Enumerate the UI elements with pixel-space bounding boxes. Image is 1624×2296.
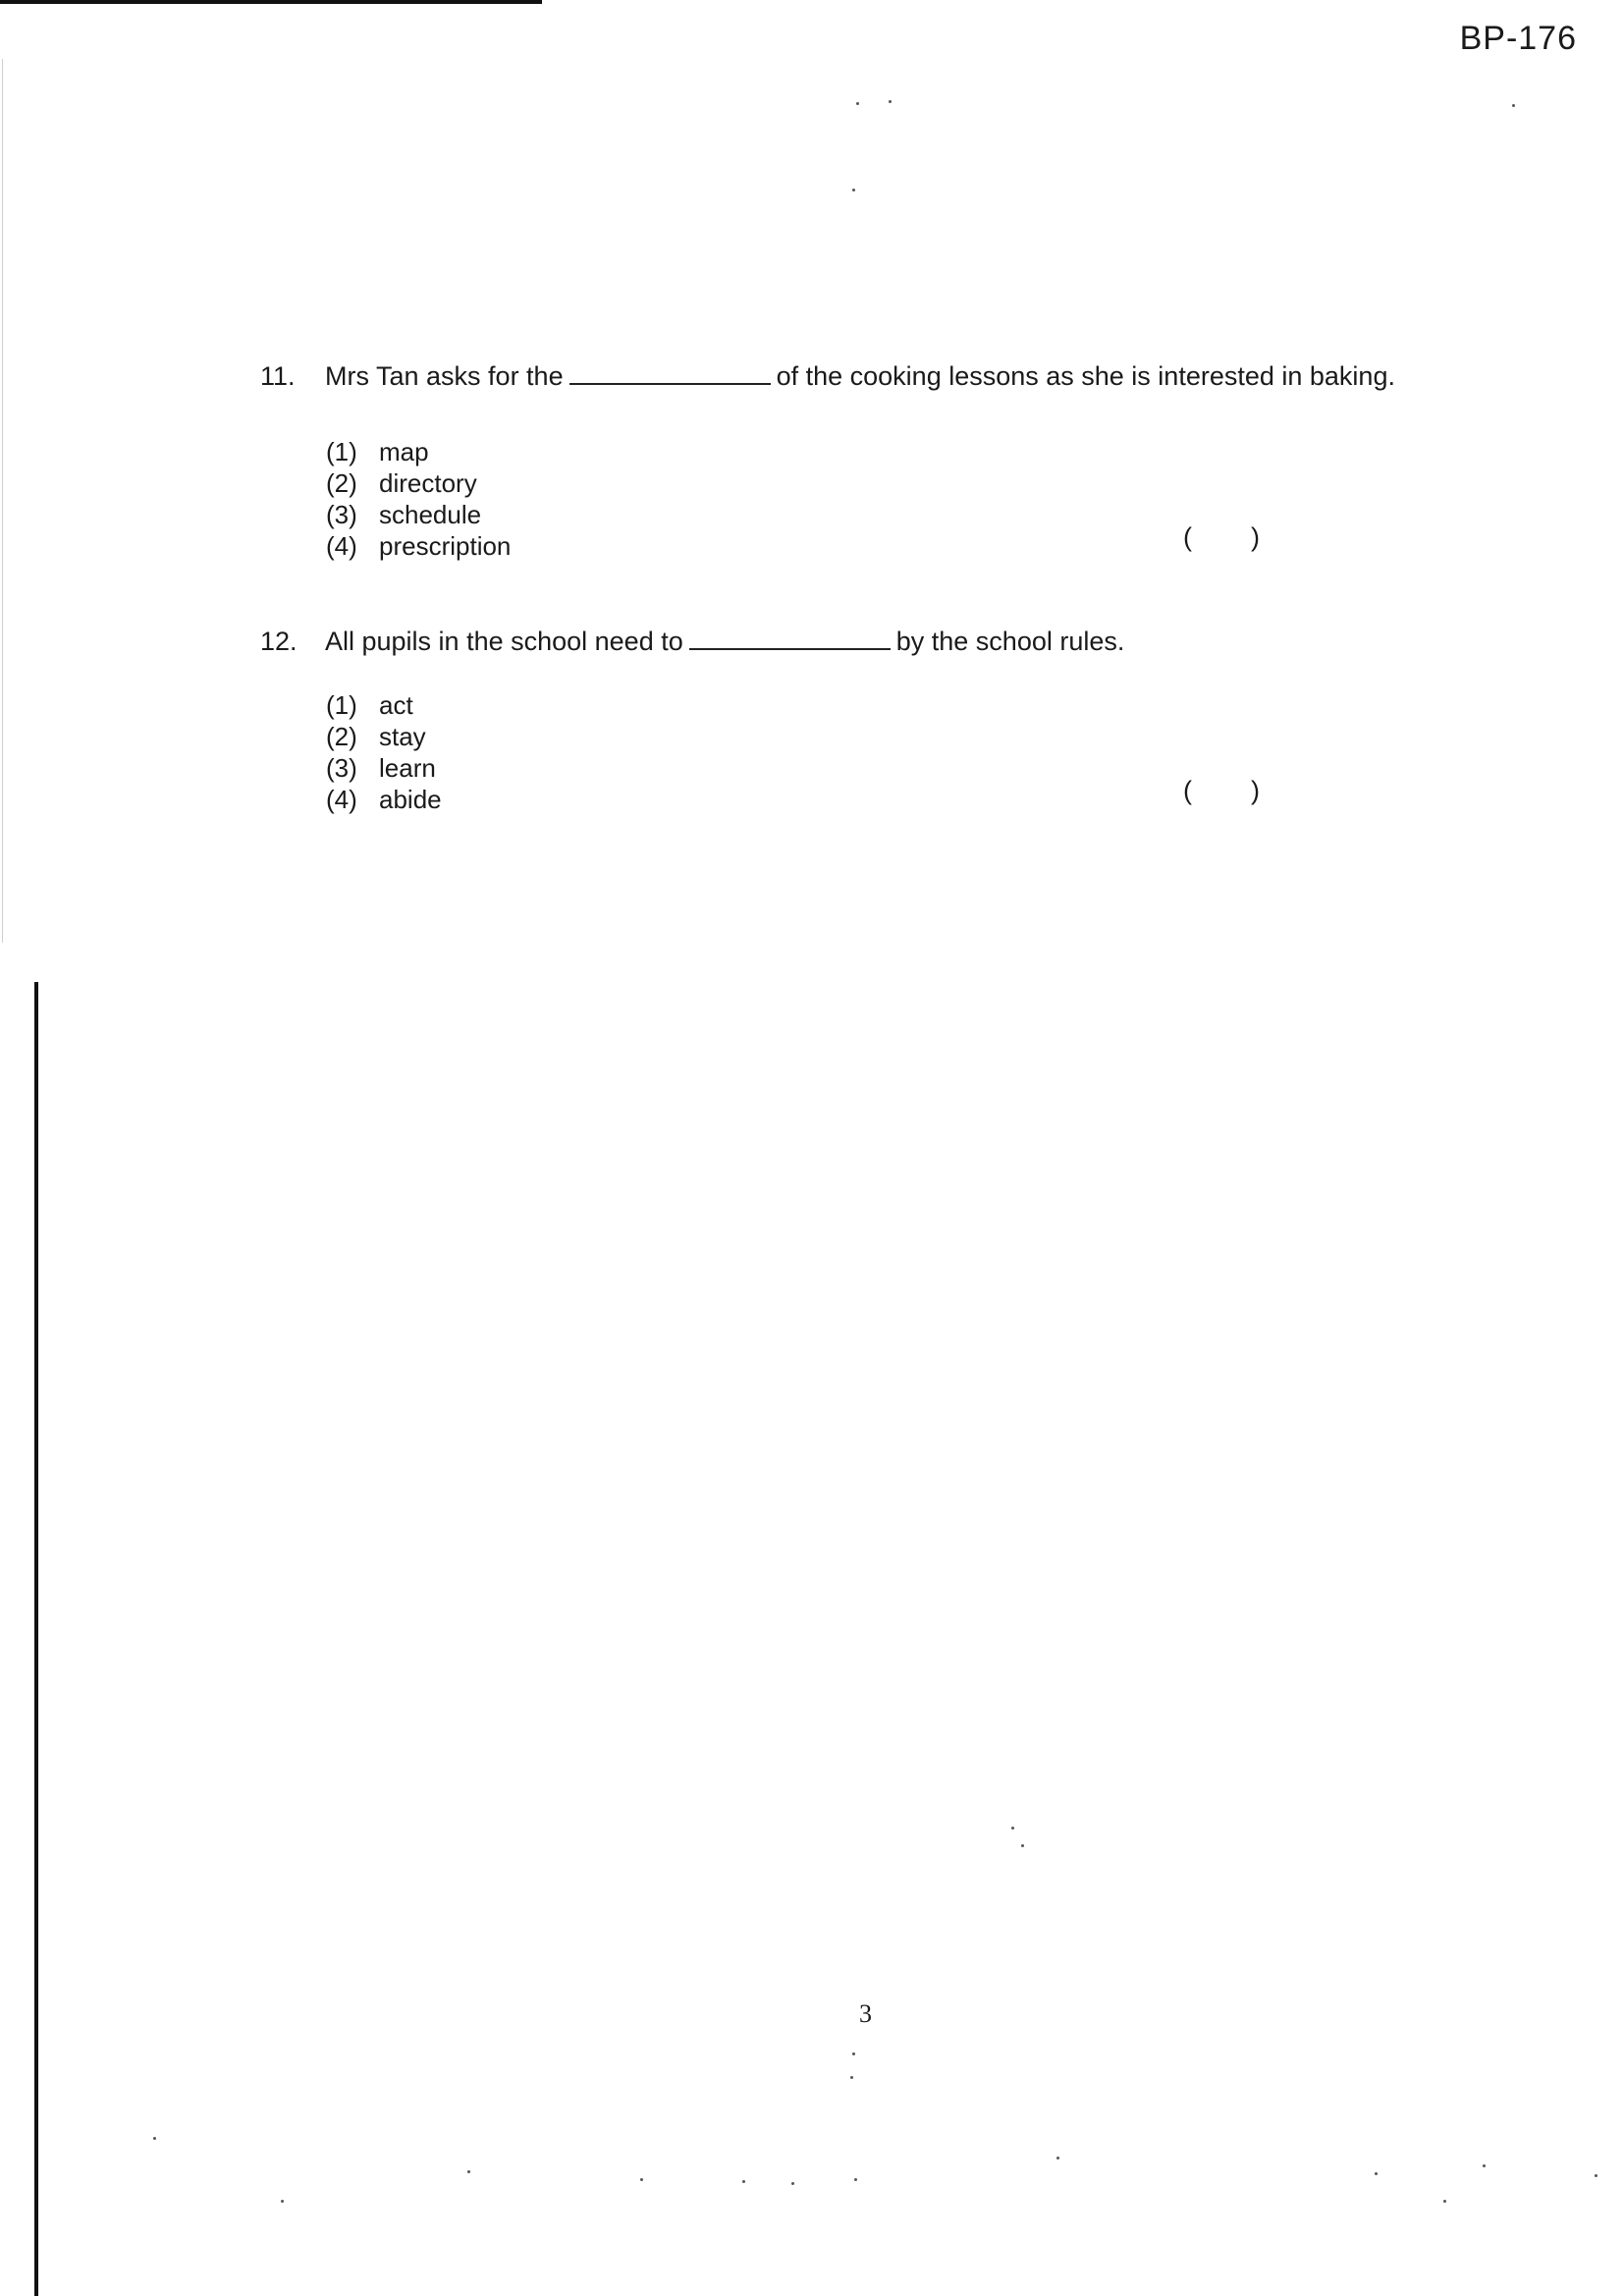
scan-speck: [281, 2200, 284, 2203]
scan-speck: [850, 2076, 853, 2079]
question-text-before: All pupils in the school need to: [325, 627, 683, 656]
scan-speck: [1483, 2164, 1486, 2167]
option-text: learn: [379, 753, 436, 783]
question-number: 11.: [260, 361, 296, 391]
scan-speck: [1512, 104, 1515, 107]
scan-speck: [1021, 1844, 1024, 1847]
option-item: [326, 721, 442, 752]
option-text: schedule: [379, 500, 482, 529]
page-number: 3: [859, 1999, 872, 2028]
question-text-after: of the cooking lessons as she is interested in baking.: [776, 361, 1395, 391]
scan-speck: [1056, 2157, 1059, 2159]
question-11-stem: [260, 359, 1395, 393]
option-item: [326, 499, 511, 530]
scan-speck: [852, 2052, 855, 2055]
option-number: (1): [326, 437, 357, 466]
scan-speck: [856, 102, 859, 105]
question-12-stem: [260, 625, 1124, 658]
question-12-options: [326, 689, 442, 815]
option-number: (1): [326, 690, 357, 720]
scan-speck: [791, 2182, 794, 2185]
scan-speck: [852, 189, 855, 191]
left-border-line: [34, 982, 38, 2296]
question-11-options: [326, 436, 511, 562]
option-item: [326, 530, 511, 562]
question-text-before: Mrs Tan asks for the: [325, 361, 564, 391]
scan-speck: [1375, 2172, 1378, 2175]
option-text: directory: [379, 468, 477, 498]
scan-speck: [640, 2178, 643, 2181]
option-text: stay: [379, 722, 426, 751]
option-number: (3): [326, 500, 357, 529]
left-margin-faint-line: [2, 59, 3, 943]
option-text: abide: [379, 785, 442, 814]
top-border-line: [0, 0, 542, 4]
answer-blank: [569, 361, 771, 385]
option-text: prescription: [379, 531, 512, 561]
question-11-answer-bracket: ( ): [1183, 522, 1260, 552]
option-item: [326, 436, 511, 467]
question-12-answer-bracket: ( ): [1183, 776, 1260, 805]
answer-blank: [689, 627, 891, 650]
option-item: [326, 752, 442, 784]
option-text: map: [379, 437, 429, 466]
scan-speck: [854, 2178, 857, 2181]
scan-speck: [742, 2180, 745, 2183]
paper-code: BP-176: [1459, 20, 1577, 57]
scan-speck: [1443, 2200, 1446, 2203]
question-number: 12.: [260, 627, 298, 656]
option-item: [326, 784, 442, 815]
option-text: act: [379, 690, 413, 720]
option-item: [326, 689, 442, 721]
scan-speck: [1595, 2174, 1597, 2177]
option-number: (4): [326, 531, 357, 561]
option-number: (2): [326, 468, 357, 498]
question-text-after: by the school rules.: [895, 627, 1125, 656]
option-number: (3): [326, 753, 357, 783]
scan-speck: [1011, 1827, 1014, 1830]
option-number: (4): [326, 785, 357, 814]
scan-speck: [153, 2137, 156, 2140]
scan-speck: [467, 2170, 470, 2173]
option-number: (2): [326, 722, 357, 751]
option-item: [326, 467, 511, 499]
scan-speck: [889, 100, 892, 103]
